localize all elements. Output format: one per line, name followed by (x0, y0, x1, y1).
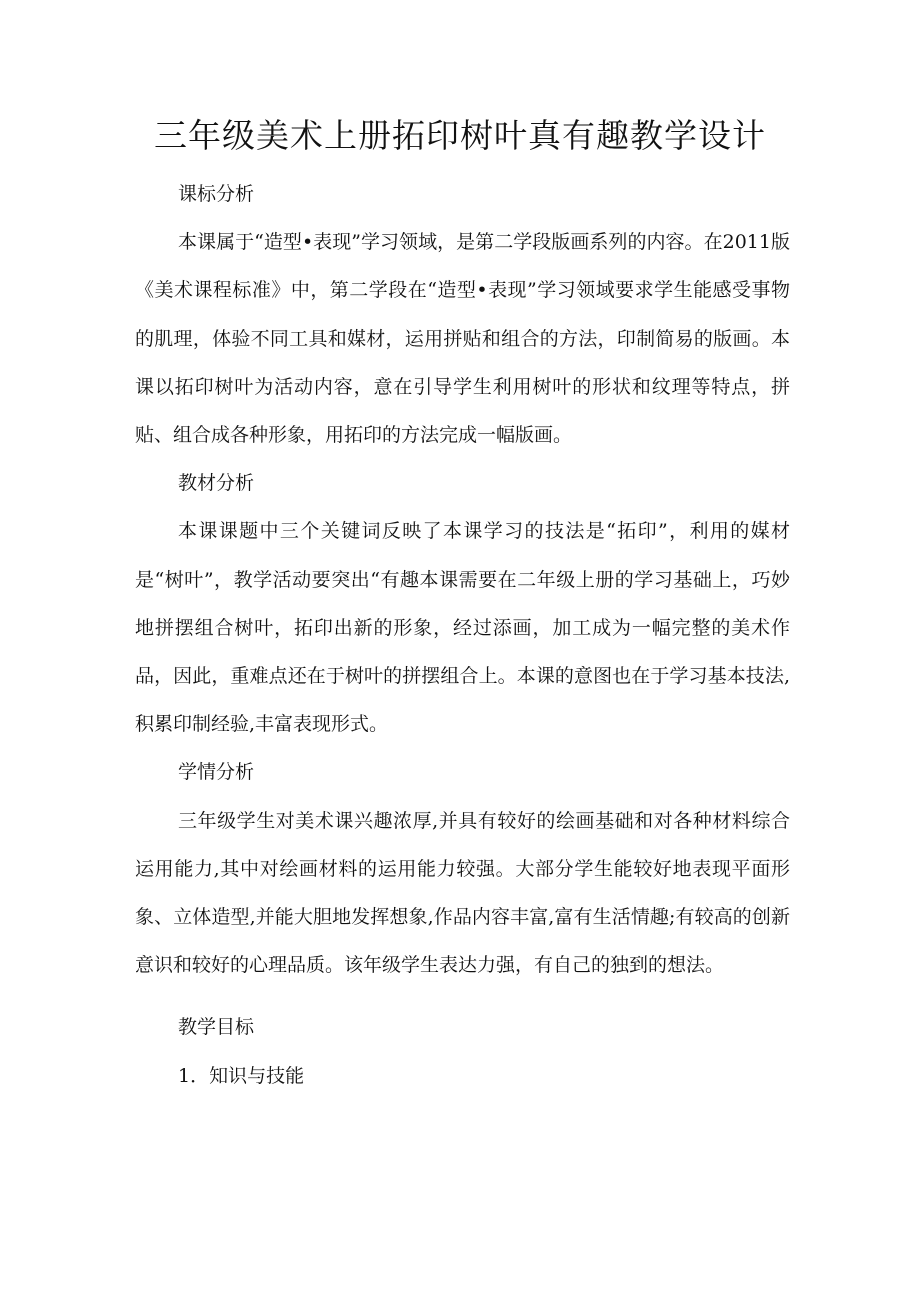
document-title: 三年级美术上册拓印树叶真有趣教学设计 (154, 116, 766, 155)
document-body (135, 170, 790, 1100)
section-heading: 教学目标 (178, 1016, 255, 1039)
section-heading: 学情分析 (178, 761, 255, 784)
section-curriculum-analysis (135, 170, 790, 459)
section-teaching-objectives (135, 1003, 790, 1099)
section-student-analysis (135, 748, 790, 989)
section-subheading: 1．知识与技能 (178, 1064, 305, 1087)
section-heading: 课标分析 (178, 183, 255, 205)
section-textbook-analysis (135, 459, 790, 748)
section-paragraph: 三年级学生对美术课兴趣浓厚,并具有较好的绘画基础和对各种材料综合运用能力,其中对绘画材料的运用能力较强。大部分学生能较好地表现平面形象、立体造型,并能大胆地发挥想象,作品内容丰富,富有生活情趣;有较高的创新意识和较好的心理品质。该年级学生表达力强，有自己的独到的想法。 (135, 809, 790, 977)
section-paragraph: 本课课题中三个关键词反映了本课学习的技法是“拓印”，利用的媒材是“树叶”，教学活动要突出“有趣本课需要在二年级上册的学习基础上，巧妙地拼摆组合树叶，拓印出新的形象，经过添画，加工成为一幅完整的美术作品，因此，重难点还在于树叶的拼摆组合上。本课的意图也在于学习基本技法,积累印制经验,丰富表现形式。 (135, 520, 790, 736)
section-paragraph: 本课属于“造型•表现”学习领域，是第二学段版画系列的内容。在2011版《美术课程标准》中，第二学段在“造型•表现”学习领域要求学生能感受事物的肌理，体验不同工具和媒材，运用拼贴和组合的方法，印制简易的版画。本课以拓印树叶为活动内容，意在引导学生利用树叶的形状和纹理等特点，拼贴、组合成各种形象，用拓印的方法完成一幅版画。 (135, 231, 790, 447)
section-heading: 教材分析 (178, 472, 255, 495)
